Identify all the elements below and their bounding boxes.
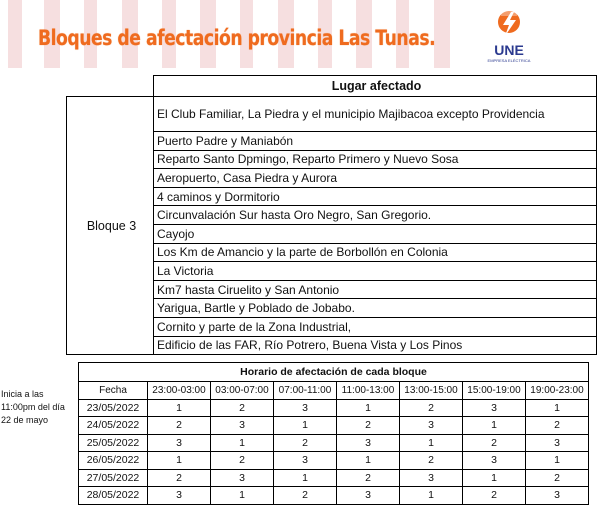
time-slot-header: 15:00-19:00 <box>463 382 526 400</box>
block-number-cell: 3 <box>463 452 526 470</box>
block-number-cell: 3 <box>400 417 463 435</box>
block-number-cell: 2 <box>211 399 274 417</box>
table-row <box>79 434 589 452</box>
header-banner <box>0 0 600 68</box>
block-number-cell: 1 <box>400 434 463 452</box>
date-header: Fecha <box>79 382 148 400</box>
block-number-cell: 3 <box>211 417 274 435</box>
column-header-place: Lugar afectado <box>154 76 597 97</box>
block-number-cell: 3 <box>274 452 337 470</box>
schedule-title: Horario de afectación de cada bloque <box>79 363 589 382</box>
time-slot-header: 23:00-03:00 <box>148 382 211 400</box>
block-label: Bloque 3 <box>67 97 154 355</box>
time-slot-header: 19:00-23:00 <box>526 382 589 400</box>
block-number-cell: 2 <box>526 417 589 435</box>
table-row <box>79 417 589 435</box>
time-slot-header: 03:00-07:00 <box>211 382 274 400</box>
block-number-cell: 2 <box>337 417 400 435</box>
date-cell: 23/05/2022 <box>79 399 148 417</box>
place-cell: Km7 hasta Ciruelito y San Antonio <box>154 280 597 299</box>
place-cell: Cornito y parte de la Zona Industrial, <box>154 317 597 336</box>
logo-subtitle: EMPRESA ELÉCTRICA <box>487 58 531 63</box>
place-cell: Aeropuerto, Casa Piedra y Aurora <box>154 169 597 188</box>
date-cell: 27/05/2022 <box>79 469 148 487</box>
block-number-cell: 3 <box>463 399 526 417</box>
block-number-cell: 2 <box>400 399 463 417</box>
time-slot-header: 11:00-13:00 <box>337 382 400 400</box>
block-number-cell: 2 <box>463 434 526 452</box>
place-cell: Circunvalación Sur hasta Oro Negro, San Gregorio. <box>154 206 597 225</box>
block-number-cell: 2 <box>148 469 211 487</box>
place-cell: Edificio de las FAR, Río Potrero, Buena Vista y Los Pinos <box>154 336 597 355</box>
block-number-cell: 2 <box>274 434 337 452</box>
block-number-cell: 3 <box>526 487 589 505</box>
start-note <box>1 388 65 427</box>
block-number-cell: 1 <box>526 452 589 470</box>
block-number-cell: 1 <box>400 487 463 505</box>
block-number-cell: 3 <box>211 469 274 487</box>
block-number-cell: 2 <box>274 487 337 505</box>
affected-places-table <box>66 75 597 355</box>
date-cell: 28/05/2022 <box>79 487 148 505</box>
block-number-cell: 1 <box>337 452 400 470</box>
block-number-cell: 1 <box>148 399 211 417</box>
place-cell: Yarigua, Bartle y Poblado de Jobabo. <box>154 299 597 318</box>
place-cell: Los Km de Amancio y la parte de Borbollón en Colonia <box>154 243 597 262</box>
block-number-cell: 2 <box>463 487 526 505</box>
block-number-cell: 2 <box>337 469 400 487</box>
table-row <box>79 487 589 505</box>
block-number-cell: 3 <box>148 487 211 505</box>
schedule-table <box>78 362 589 505</box>
block-number-cell: 1 <box>274 469 337 487</box>
note-line: 22 de mayo <box>1 415 49 425</box>
place-cell: 4 caminos y Dormitorio <box>154 187 597 206</box>
time-slot-header: 13:00-15:00 <box>400 382 463 400</box>
block-number-cell: 2 <box>211 452 274 470</box>
block-number-cell: 1 <box>148 452 211 470</box>
empty-corner-cell <box>67 76 154 97</box>
block-number-cell: 3 <box>274 399 337 417</box>
date-cell: 25/05/2022 <box>79 434 148 452</box>
time-slot-header: 07:00-11:00 <box>274 382 337 400</box>
place-cell: El Club Familiar, La Piedra y el municipio Majibacoa excepto Providencia <box>154 97 597 132</box>
block-number-cell: 1 <box>526 399 589 417</box>
table-row <box>79 469 589 487</box>
block-number-cell: 1 <box>211 487 274 505</box>
block-number-cell: 1 <box>337 399 400 417</box>
place-cell: Reparto Santo Dpmingo, Reparto Primero y Nuevo Sosa <box>154 150 597 169</box>
block-number-cell: 3 <box>148 434 211 452</box>
note-line: 11:00pm del día <box>1 402 65 412</box>
place-cell: La Victoria <box>154 262 597 281</box>
page-title: Bloques de afectación provincia Las Tunas. <box>38 26 436 50</box>
block-number-cell: 3 <box>526 434 589 452</box>
date-cell: 26/05/2022 <box>79 452 148 470</box>
block-number-cell: 3 <box>337 434 400 452</box>
block-number-cell: 1 <box>274 417 337 435</box>
table-row <box>79 452 589 470</box>
date-cell: 24/05/2022 <box>79 417 148 435</box>
place-cell: Puerto Padre y Maniabón <box>154 132 597 151</box>
block-number-cell: 1 <box>211 434 274 452</box>
logo-name: UNE <box>494 42 524 58</box>
block-number-cell: 1 <box>463 469 526 487</box>
place-cell: Cayojo <box>154 224 597 243</box>
block-number-cell: 2 <box>400 452 463 470</box>
note-line: Inicia a las <box>1 389 44 399</box>
block-number-cell: 3 <box>400 469 463 487</box>
block-number-cell: 2 <box>526 469 589 487</box>
table-row <box>79 399 589 417</box>
block-number-cell: 3 <box>337 487 400 505</box>
block-number-cell: 1 <box>463 417 526 435</box>
block-number-cell: 2 <box>148 417 211 435</box>
